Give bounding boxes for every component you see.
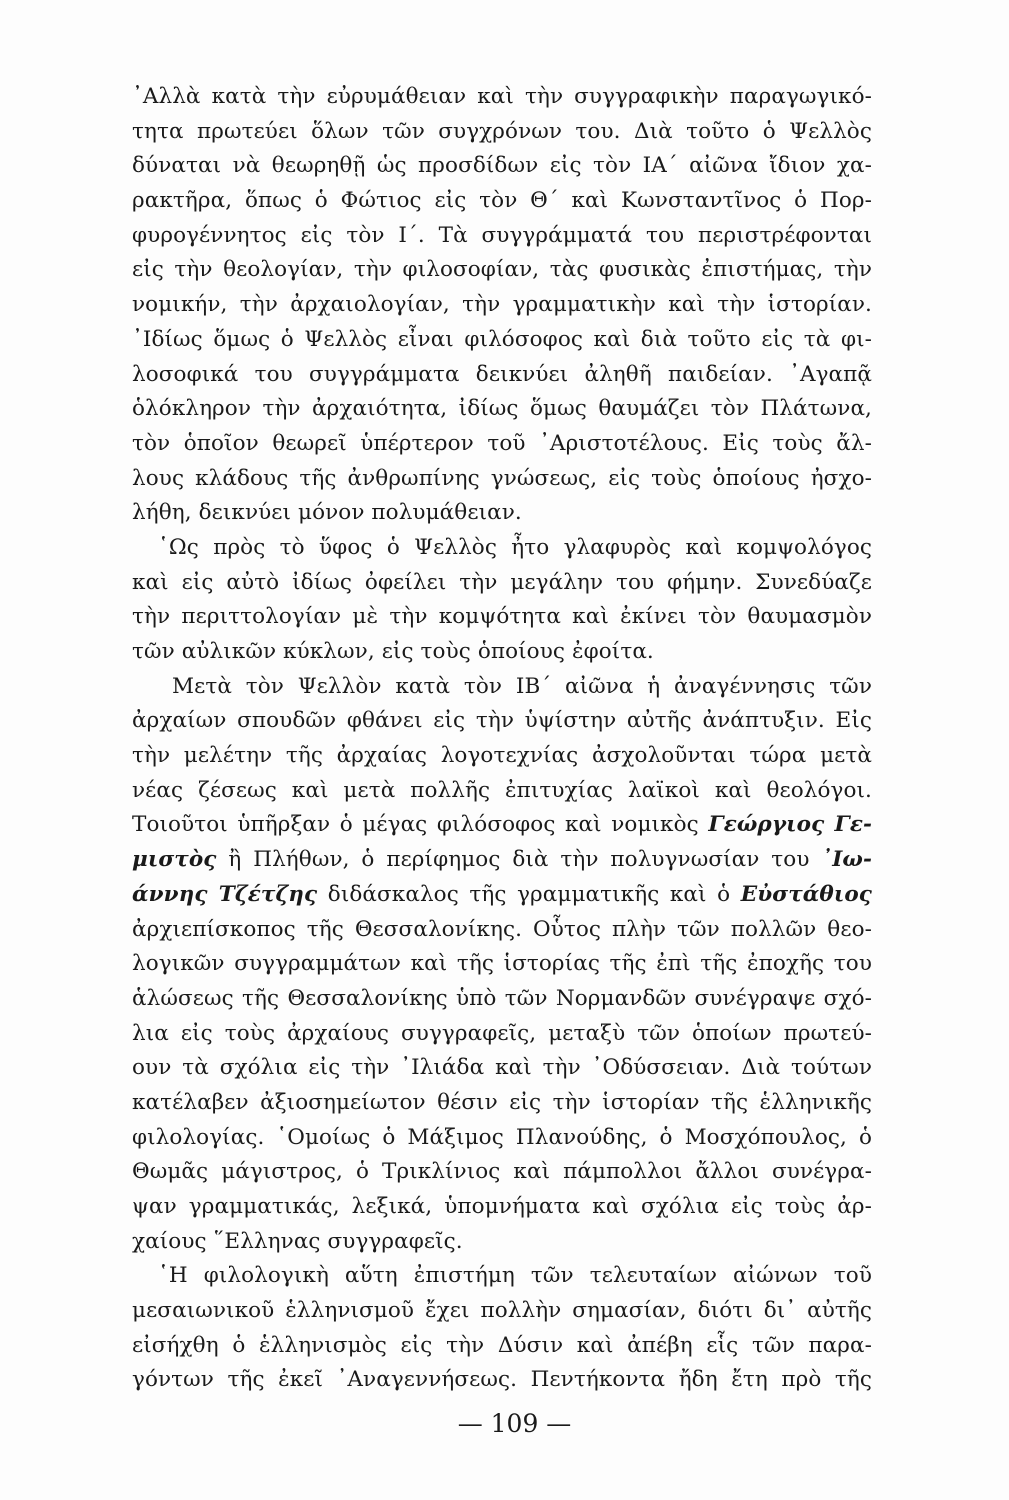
person-name: ᾿Ιω- — [821, 847, 872, 873]
text-line: ρακτῆρα, ὅπως ὁ Φώτιος εἰς τὸν Θ΄ καὶ Κωνσταντῖνος ὁ Πορ- — [132, 188, 872, 214]
text-run: ἢ Πλήθων, ὁ περίφημος διὰ τὴν πολυγνωσίαν του — [216, 847, 822, 873]
text-line: νέας ζέσεως καὶ μετὰ πολλῆς ἐπιτυχίας λαϊκοὶ καὶ θεολόγοι. — [132, 777, 872, 803]
page-number: — 109 — — [457, 1409, 572, 1438]
text-line: δύναται νὰ θεωρηθῇ ὡς προσδίδων εἰς τὸν ΙΑ΄ αἰῶνα ἴδιον χα- — [132, 153, 872, 179]
text-line: τὴν μελέτην τῆς ἀρχαίας λογοτεχνίας ἀσχολοῦνται τώρα μετὰ — [132, 743, 872, 769]
text-line: ἁλώσεως τῆς Θεσσαλονίκης ὑπὸ τῶν Νορμανδῶν συνέγραψε σχό- — [132, 985, 872, 1011]
text-line: τῶν αὐλικῶν κύκλων, εἰς τοὺς ὁποίους ἐφοίτα. — [132, 639, 654, 664]
text-line: ἀρχιεπίσκοπος τῆς Θεσσαλονίκης. Οὗτος πλὴν τῶν πολλῶν θεο- — [132, 916, 872, 942]
text-line: γόντων τῆς ἐκεῖ ᾿Αναγεννήσεως. Πεντήκοντα ἤδη ἔτη πρὸ τῆς — [132, 1367, 872, 1393]
text-line: καὶ εἰς αὐτὸ ἰδίως ὀφείλει τὴν μεγάλην του φήμην. Συνεδύαζε — [132, 569, 872, 595]
text-line: χαίους ῞Ελληνας συγγραφεῖς. — [132, 1228, 463, 1254]
text-line — [132, 843, 872, 878]
text-line: εἰς τὴν θεολογίαν, τὴν φιλοσοφίαν, τὰς φυσικὰς ἐπιστήμας, τὴν — [132, 257, 872, 283]
text-line: ἀρχαίων σπουδῶν φθάνει εἰς τὴν ὑψίστην αὐτῆς ἀνάπτυξιν. Εἰς — [132, 708, 872, 734]
text-line — [132, 878, 872, 913]
text-line: λοσοφικά του συγγράμματα δεικνύει ἀληθῆ παιδείαν. ᾿Αγαπᾷ — [132, 361, 872, 387]
text-line: τὸν ὁποῖον θεωρεῖ ὑπέρτερον τοῦ ᾿Αριστοτέλους. Εἰς τοὺς ἄλ- — [132, 430, 872, 456]
text-run: διδάσκαλος τῆς γραμματικῆς καὶ ὁ — [317, 881, 741, 907]
text-line: λους κλάδους τῆς ἀνθρωπίνης γνώσεως, εἰς τοὺς ὁποίους ἠσχο- — [132, 465, 872, 491]
text-line: λια εἰς τοὺς ἀρχαίους συγγραφεῖς, μεταξὺ τῶν ὁποίων πρωτεύ- — [132, 1020, 872, 1046]
text-line: τὴν περιττολογίαν μὲ τὴν κομψότητα καὶ ἐκίνει τὸν θαυμασμὸν — [132, 604, 872, 630]
text-line: φυρογέννητος εἰς τὸν Ι΄. Τὰ συγγράμματά του περιστρέφονται — [132, 222, 872, 248]
text-line: φιλολογίας. ῾Ομοίως ὁ Μάξιμος Πλανούδης, ὁ Μοσχόπουλος, ὁ — [132, 1124, 872, 1150]
text-line: λήθη, δεικνύει μόνον πολυμάθειαν. — [132, 500, 522, 526]
text-line: ψαν γραμματικάς, λεξικά, ὑπομνήματα καὶ σχόλια εἰς τοὺς ἀρ- — [132, 1194, 872, 1219]
text-line: ῾Ως πρὸς τὸ ὕφος ὁ Ψελλὸς ἦτο γλαφυρὸς καὶ κομψολόγος — [158, 534, 872, 560]
text-line: μεσαιωνικοῦ ἑλληνισμοῦ ἔχει πολλὴν σημασίαν, διότι δι᾿ αὐτῆς — [132, 1298, 872, 1324]
text-line: Θωμᾶς μάγιστρος, ὁ Τρικλίνιος καὶ πάμπολλοι ἄλλοι συνέγρα- — [132, 1159, 872, 1185]
text-line: ουν τὰ σχόλια εἰς τὴν ᾿Ιλιάδα καὶ τὴν ᾿Οδύσσειαν. Διὰ τούτων — [132, 1055, 872, 1081]
text-line: τητα πρωτεύει ὅλων τῶν συγχρόνων του. Διὰ τοῦτο ὁ Ψελλὸς — [132, 118, 872, 144]
person-name: Γεώργιος Γε- — [708, 812, 872, 838]
text-run: Τοιοῦτοι ὑπῆρξαν ὁ μέγας φιλόσοφος καὶ νομικὸς — [132, 812, 709, 838]
text-line: λογικῶν συγγραμμάτων καὶ τῆς ἱστορίας τῆς ἐπὶ τῆς ἐποχῆς του — [132, 951, 872, 977]
body-text — [132, 80, 872, 1398]
text-line: Μετὰ τὸν Ψελλὸν κατὰ τὸν ΙΒ΄ αἰῶνα ἡ ἀναγέννησις τῶν — [172, 673, 872, 699]
text-line: εἰσήχθη ὁ ἑλληνισμὸς εἰς τὴν Δύσιν καὶ ἀπέβη εἷς τῶν παρα- — [132, 1332, 872, 1358]
person-name: μιστὸς — [132, 847, 217, 873]
person-name: άννης Τζέτζης — [132, 881, 318, 907]
text-line: ᾿Ιδίως ὅμως ὁ Ψελλὸς εἶναι φιλόσοφος καὶ διὰ τοῦτο εἰς τὰ φι- — [132, 326, 872, 352]
text-line: κατέλαβεν ἀξιοσημείωτον θέσιν εἰς τὴν ἱστορίαν τῆς ἑλληνικῆς — [132, 1089, 872, 1115]
person-name: Εὐστάθιος — [740, 881, 872, 907]
text-line — [132, 808, 872, 843]
text-line: ὁλόκληρον τὴν ἀρχαιότητα, ἰδίως ὅμως θαυμάζει τὸν Πλάτωνα, — [132, 396, 872, 422]
text-line: ᾿Αλλὰ κατὰ τὴν εὐρυμάθειαν καὶ τὴν συγγραφικὴν παραγωγικό- — [132, 84, 872, 109]
text-line: ῾Η φιλολογικὴ αὕτη ἐπιστήμη τῶν τελευταίων αἰώνων τοῦ — [158, 1263, 872, 1289]
text-line: νομικήν, τὴν ἀρχαιολογίαν, τὴν γραμματικὴν καὶ τὴν ἱστορίαν. — [132, 292, 872, 318]
